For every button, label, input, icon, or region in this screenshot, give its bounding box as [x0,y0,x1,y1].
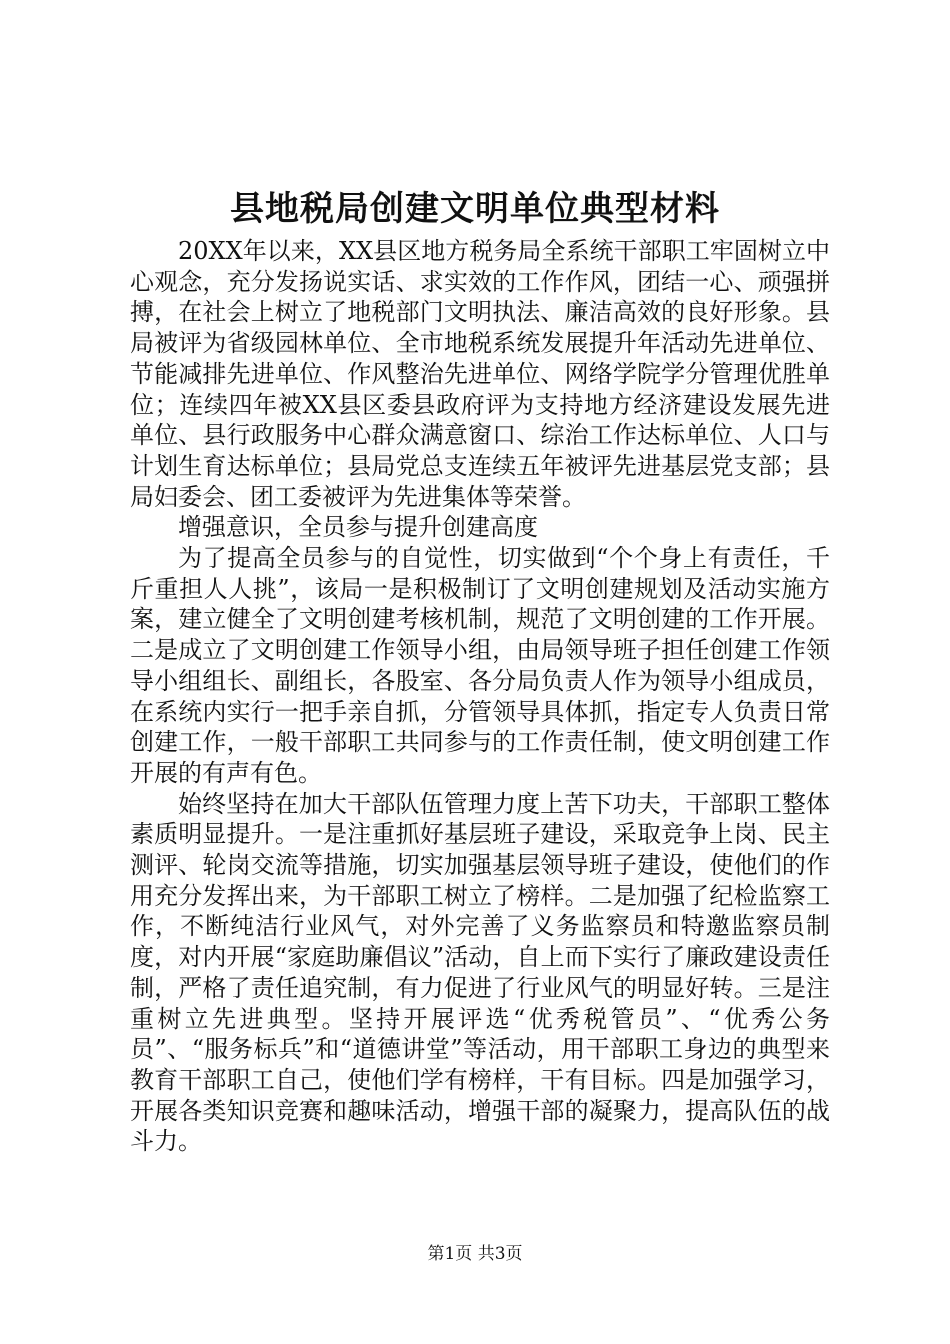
paragraph-intro: 20XX年以来，XX县区地方税务局全系统干部职工牢固树立中心观念，充分发扬说实话、求实效的工作作风，团结一心、顽强拼搏，在社会上树立了地税部门文明执法、廉洁高效的良好形象。县局被评为省级园林单位、全市地税系统发展提升年活动先进单位、节能减排先进单位、作风整治先进单位、网络学院学分管理优胜单位；连续四年被XX县区委县政府评为支持地方经济建设发展先进单位、县行政服务中心群众满意窗口、综治工作达标单位、人口与计划生育达标单位；县局党总支连续五年被评先进基层党支部；县局妇委会、团工委被评为先进集体等荣誉。 [130,237,830,511]
document-title: 县地税局创建文明单位典型材料 [230,189,720,229]
document-body [130,236,830,1157]
page-number-footer: 第1页 共3页 [427,1244,523,1264]
paragraph-participation: 为了提高全员参与的自觉性，切实做到“个个身上有责任，千斤重担人人挑”，该局一是积极制订了文明创建规划及活动实施方案，建立健全了文明创建考核机制，规范了文明创建的工作开展。二是成立了文明创建工作领导小组，由局领导班子担任创建工作领导小组组长、副组长，各股室、各分局负责人作为领导小组成员，在系统内实行一把手亲自抓，分管领导具体抓，指定专人负责日常创建工作，一般干部职工共同参与的工作责任制，使文明创建工作开展的有声有色。 [130,544,830,787]
section-heading: 增强意识，全员参与提升创建高度 [178,513,538,542]
paragraph-team-management: 始终坚持在加大干部队伍管理力度上苦下功夫，干部职工整体素质明显提升。一是注重抓好基层班子建设，采取竞争上岗、民主测评、轮岗交流等措施，切实加强基层领导班子建设，使他们的作用充分发挥出来，为干部职工树立了榜样。二是加强了纪检监察工作，不断纯洁行业风气，对外完善了义务监察员和特邀监察员制度，对内开展“家庭助廉倡议”活动，自上而下实行了廉政建设责任制，严格了责任追究制，有力促进了行业风气的明显好转。三是注重树立先进典型。坚持开展评选“优秀税管员”、“优秀公务员”、“服务标兵”和“道德讲堂”等活动，用干部职工身边的典型来教育干部职工自己，使他们学有榜样，干有目标。四是加强学习，开展各类知识竞赛和趣味活动，增强干部的凝聚力，提高队伍的战斗力。 [130,789,830,1156]
